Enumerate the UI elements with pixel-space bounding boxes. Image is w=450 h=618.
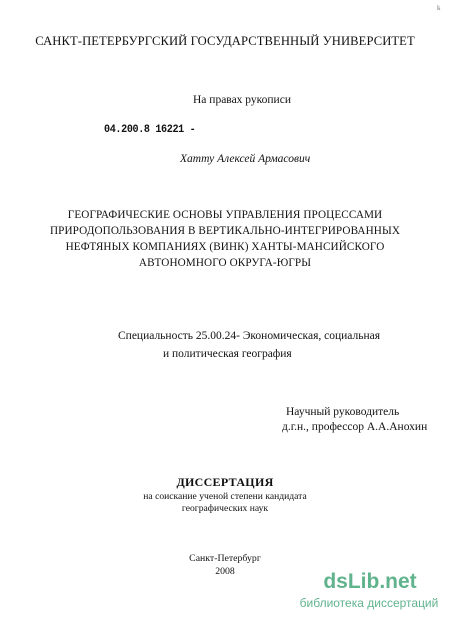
title-line: ГЕОГРАФИЧЕСКИЕ ОСНОВЫ УПРАВЛЕНИЯ ПРОЦЕССАМИ bbox=[67, 209, 383, 221]
watermark bbox=[290, 566, 450, 618]
watermark-subtitle: библиотека диссертаций bbox=[299, 596, 439, 610]
city: Санкт-Петербург bbox=[189, 553, 261, 564]
corner-mark: k bbox=[437, 4, 441, 12]
title-line: ПРИРОДОПОЛЬЗОВАНИЯ В ВЕРТИКАЛЬНО-ИНТЕГРИРОВАННЫХ bbox=[49, 225, 401, 237]
university-name: САНКТ-ПЕТЕРБУРГСКИЙ ГОСУДАРСТВЕННЫЙ УНИВЕРСИТЕТ bbox=[35, 34, 415, 48]
degree-line: географических наук bbox=[181, 503, 269, 514]
archive-number-stamp: 04.200.8 16221 ‑ bbox=[104, 124, 196, 136]
manuscript-rights-note: На правах рукописи bbox=[193, 94, 291, 106]
dissertation-heading: ДИССЕРТАЦИЯ bbox=[176, 475, 274, 489]
author-name: Хатту Алексей Армасович bbox=[180, 153, 311, 165]
specialty-line: и политическая география bbox=[163, 348, 292, 360]
supervisor-name: д.г.н., профессор А.А.Анохин bbox=[282, 421, 428, 433]
title-line: АВТОНОМНОГО ОКРУГА-ЮГРЫ bbox=[138, 257, 312, 269]
watermark-logo: dsLib.net bbox=[323, 570, 417, 593]
specialty-line: Специальность 25.00.24- Экономическая, социальная bbox=[118, 330, 381, 342]
year: 2008 bbox=[215, 566, 235, 577]
title-line: НЕФТЯНЫХ КОМПАНИЯХ (ВИНК) ХАНТЫ-МАНСИЙСКОГО bbox=[65, 241, 385, 253]
supervisor-label: Научный руководитель bbox=[286, 406, 400, 418]
degree-line: на соискание ученой степени кандидата bbox=[143, 491, 307, 502]
